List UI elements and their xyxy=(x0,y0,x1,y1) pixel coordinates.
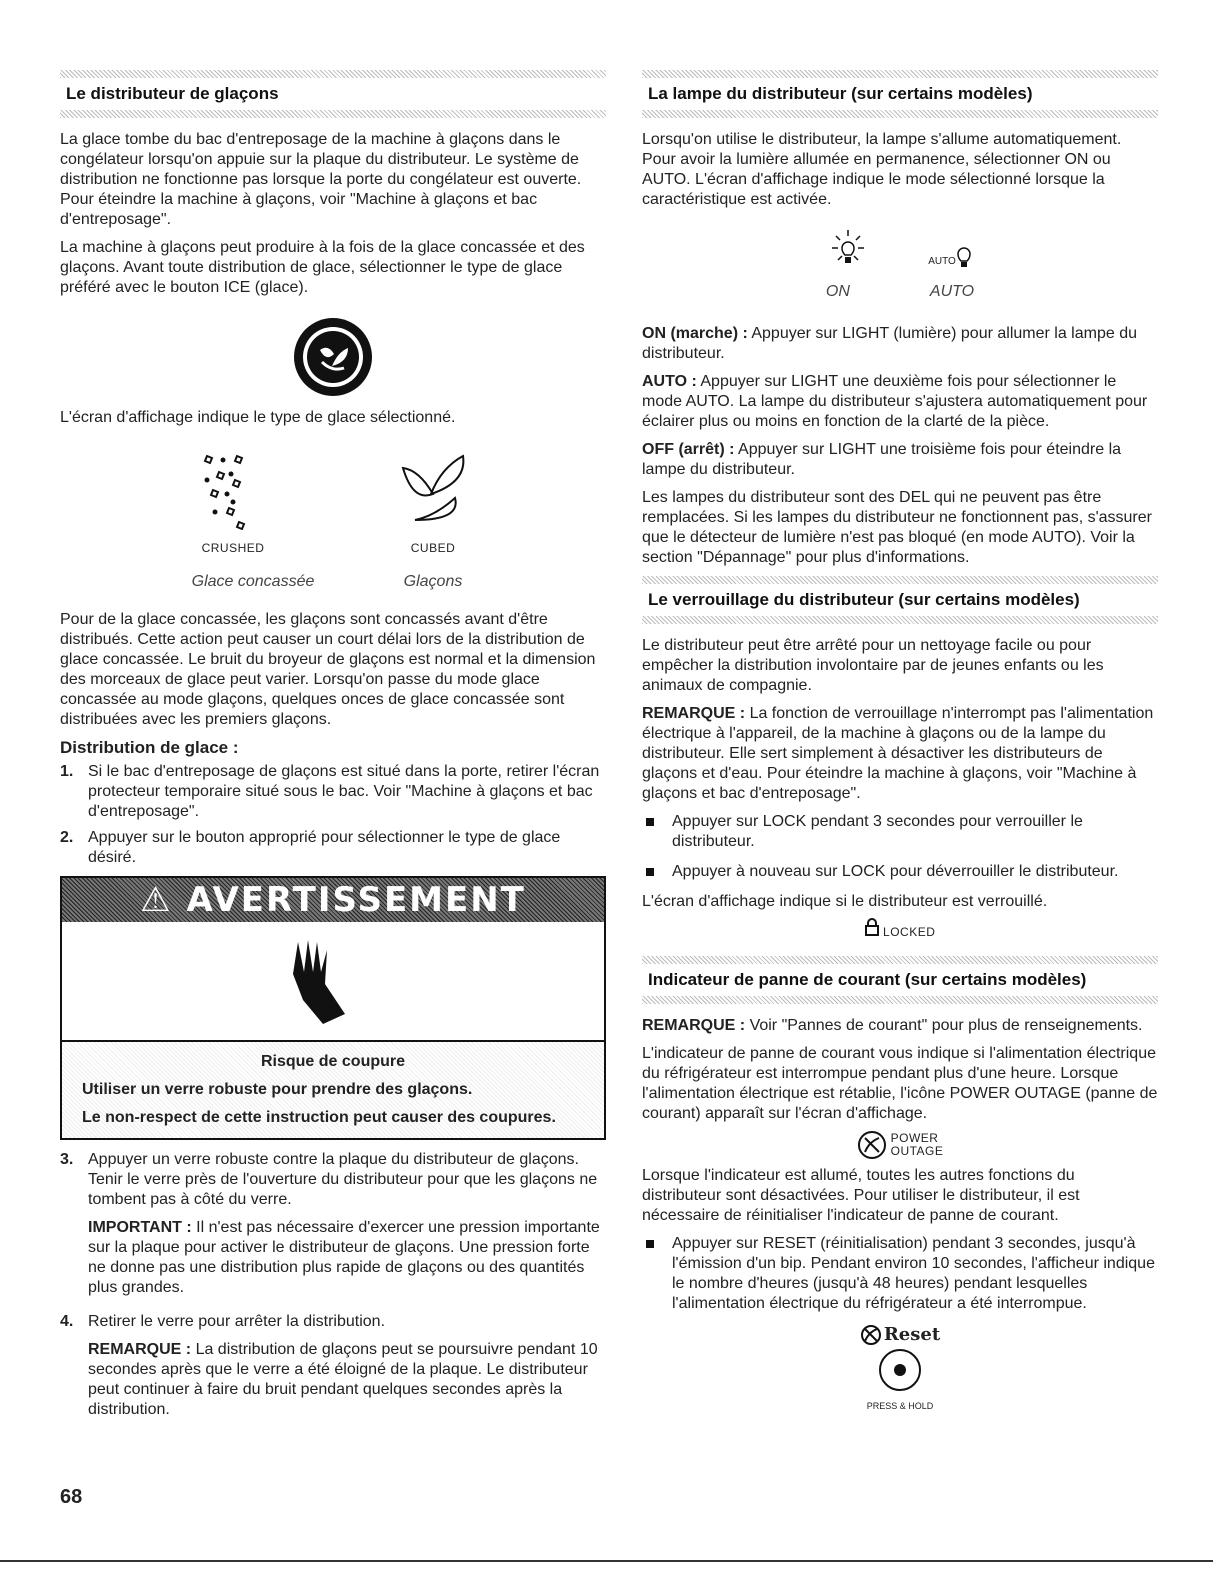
step-2: 2. Appuyer sur le bouton approprié pour sélectionner le type de glace désiré. xyxy=(60,829,561,866)
subheading: Distribution de glace : xyxy=(60,738,239,757)
light-mode-icons xyxy=(642,228,1158,272)
bottom-rule xyxy=(0,1560,1213,1562)
padlock-icon xyxy=(865,918,879,936)
warning-body xyxy=(62,1042,604,1138)
bullet-item: Appuyer à nouveau sur LOCK pour déverrouiller le distributeur. xyxy=(642,862,1158,882)
paragraph: L'écran d'affichage indique si le distributeur est verrouillé. xyxy=(642,893,1048,910)
paragraph: La machine à glaçons peut produire à la fois de la glace concassée et des glaçons. Avant toute distribution de glace, sélectionner le type de glace préféré avec le bouton ICE (glace). xyxy=(60,239,585,296)
light-on-icon xyxy=(828,228,868,272)
paragraph: La glace tombe du bac d'entreposage de la machine à glaçons dans le congélateur lorsqu'on appuie sur la plaque du distributeur. Le système de distribution ne fonctionne pas lorsque la porte du congélateur est ouverte. Pour éteindre la machine à glaçons, voir "Machine à glaçons et bac d'entreposage". xyxy=(60,131,582,228)
paragraph: L'indicateur de panne de courant vous indique si l'alimentation électrique du réfrigérateur est interrompue pendant plus d'une heure. Lorsque l'alimentation électrique est rétablie, l'icône POWER OUTAGE (panne de courant) apparaît sur l'écran d'affichage. xyxy=(642,1045,1158,1122)
cubed-label: CUBED xyxy=(410,541,456,555)
warning-line: Le non-respect de cette instruction peut causer des coupures. xyxy=(82,1109,556,1126)
section-title: Le distributeur de glaçons xyxy=(66,84,279,103)
crushed-ice-icon xyxy=(193,450,273,530)
paragraph: L'écran d'affichage indique le type de glace sélectionné. xyxy=(60,409,456,426)
crushed-caption: Glace concassée xyxy=(191,573,315,590)
section-header-lamp xyxy=(642,70,1158,118)
warning-risk: Risque de coupure xyxy=(260,1053,406,1070)
section-title: Indicateur de panne de courant (sur certains modèles) xyxy=(648,970,1087,989)
page-number: 68 xyxy=(60,1486,83,1508)
light-auto-icon: AUTO xyxy=(928,228,972,272)
locked-indicator: LOCKED xyxy=(642,918,1158,942)
cubed-caption: Glaçons xyxy=(403,573,463,590)
warning-line: Utiliser un verre robuste pour prendre des glaçons. xyxy=(82,1081,473,1098)
crushed-label: CRUSHED xyxy=(201,541,265,555)
section-header-ice-dispenser xyxy=(60,70,606,118)
auto-caption: AUTO xyxy=(929,283,975,300)
reset-button: Reset PRESS & HOLD xyxy=(642,1324,1158,1416)
section-header-power xyxy=(642,956,1158,1004)
paragraph: Le distributeur peut être arrêté pour un nettoyage facile ou pour empêcher la distribution involontaire par de jeunes enfants ou les animaux de compagnie. xyxy=(642,637,1104,694)
warning-triangle-icon: ⚠ xyxy=(140,880,173,920)
warning-box xyxy=(60,876,606,1140)
bullet-item: Appuyer sur RESET (réinitialisation) pendant 3 secondes, jusqu'à l'émission d'un bip. Pendant environ 10 secondes, l'afficheur indique le nombre d'heures (jusqu'à 48 heures) pendant lesquelles l'alimentation électrique du réfrigérateur a été interrompue. xyxy=(642,1234,1158,1314)
paragraph: Pour de la glace concassée, les glaçons sont concassés avant d'être distribués. Cette action peut causer un court délai lors de la distribution de glace concassée. Le bruit du broyeur de glaçons est normal et la dimension des morceaux de glace peut varier. Lorsqu'on passe du mode glace concassée au mode glaçons, quelques onces de glace concassée sont distribuées avec les premiers glaçons. xyxy=(60,611,596,728)
section-title: La lampe du distributeur (sur certains modèles) xyxy=(648,84,1033,103)
ice-type-icons xyxy=(60,450,606,558)
cubed-ice-icon xyxy=(393,450,473,530)
cubed-option xyxy=(373,450,493,558)
power-outage-icon xyxy=(857,1130,887,1160)
cut-hand-icon xyxy=(62,922,604,1042)
ice-button-icon xyxy=(60,316,606,402)
step-3: 3. Appuyer un verre robuste contre la plaque du distributeur de glaçons. Tenir le verre près de l'ouverture du distributeur pour que les glaçons ne tombent pas à côté du verre. IMPORTANT : Il n'est pas nécessaire d'exercer une pression importante sur la plaque pour activer le distributeur de glaçons. Une pression forte ne donne pas une distribution plus rapide de glaçons ou des quantités plus grandes. xyxy=(60,1151,600,1296)
section-title: Le verrouillage du distributeur (sur certains modèles) xyxy=(648,590,1080,609)
right-column: La lampe du distributeur (sur certains modèles) Lorsqu'on utilise le distributeur, la lampe s'allume automatiquement. Pour avoir la lumière allumée en permanence, sélectionner ON ou AUTO. L'écran d'affichage indique le mode sélectionné lorsque la caractéristique est activée. AUTO ON AUTO ON (marche) : Appuyer sur LIGHT (lumière) pour allumer la lampe du distributeur. AUTO : Appuyer sur LIGHT une deuxième fois pour sélectionner le mode AUTO. La lampe du distributeur s'ajustera automatiquement pour éclairer plus ou moins en fonction de la clarté de la pièce. OFF (arrêt) : Appuyer sur LIGHT une troisième fois pour éteindre la lampe du distributeur. Les lampes du distributeur sont des DEL qui ne peuvent pas être remplacées. Si les lampes du distributeur ne fonctionnent pas, s'assurer que le détecteur de lumière n'est pas bloqué (en mode AUTO). Voir la section "Dépannage" pour plus d'informations. Le verrouillage du distributeur (sur certains modèles) Le distributeur peut être arrêté pour un nettoyage facile ou pour empêcher la distribution involontaire par de jeunes enfants ou les animaux de compagnie. REMARQUE : La fonction de verrouillage n'interrompt pas l'alimentation électrique à l'appareil, de la machine à glaçons ou de la lampe du distributeur. Elle sert simplement à désactiver les distributeurs de glaçons et d'eau. Pour éteindre la machine à glaçons, voir "Machine à glaçons et bac d'entreposage". Appuyer sur LOCK pendant 3 secondes pour verrouiller le distributeur. Appuyer à nouveau sur LOCK pour déverrouiller le distributeur. L'écran d'affichage indique si le distributeur est verrouillé. LOCKED Indicateur de panne de courant (sur certains modèles) REMARQUE : Voir "Pannes de courant" pour plus de renseignements. L'indicateur de panne de courant vous indique si l'alimentation électrique du réfrigérateur est interrompue pendant plus d'une heure. Lorsque l'alimentation électrique est rétablie, l'icône POWER OUTAGE (panne de courant) apparaît sur l'écran d'affichage. POWER OUTAGE Lorsque l'indicateur est allumé, toutes les autres fonctions du distributeur sont désactivées. Pour utiliser le distributeur, il est nécessaire de réinitialiser l'indicateur de panne de courant. Appuyer sur RESET (réinitialisation) pendant 3 secondes, jusqu'à l'émission d'un bip. Pendant environ 10 secondes, l'afficheur indique le nombre d'heures (jusqu'à 48 heures) pendant lesquelles l'alimentation électrique du réfrigérateur a été interrompue. Reset PRESS & HOLD xyxy=(642,70,1158,1416)
reset-icon xyxy=(860,1324,882,1346)
left-column xyxy=(60,70,606,1434)
paragraph: Lorsque l'indicateur est allumé, toutes les autres fonctions du distributeur sont désactivées. Pour utiliser le distributeur, il est nécessaire de réinitialiser l'indicateur de panne de courant. xyxy=(642,1167,1080,1224)
on-caption: ON xyxy=(825,283,850,300)
paragraph: Les lampes du distributeur sont des DEL qui ne peuvent pas être remplacées. Si les lampes du distributeur ne fonctionnent pas, s'assurer que le détecteur de lumière n'est pas bloqué (en mode AUTO). Voir la section "Dépannage" pour plus d'informations. xyxy=(642,489,1152,566)
bulb-icon xyxy=(956,246,972,272)
bullet-item: Appuyer sur LOCK pendant 3 secondes pour verrouiller le distributeur. xyxy=(642,812,1158,852)
step-4: 4. Retirer le verre pour arrêter la distribution. REMARQUE : La distribution de glaçons peut se poursuivre pendant 10 secondes après que le verre a été éloigné de la plaque. Le distributeur peut continuer à faire du bruit pendant quelques secondes après la distribution. xyxy=(60,1313,598,1418)
power-outage-indicator: POWER OUTAGE xyxy=(642,1130,1158,1160)
warning-title: ⚠ AVERTISSEMENT xyxy=(62,878,604,922)
section-header-lock xyxy=(642,576,1158,624)
step-1: 1. Si le bac d'entreposage de glaçons est situé dans la porte, retirer l'écran protecteur temporaire situé sous le bac. Voir "Machine à glaçons et bac d'entreposage". xyxy=(60,763,600,820)
crushed-option xyxy=(173,450,293,558)
paragraph: Lorsqu'on utilise le distributeur, la lampe s'allume automatiquement. Pour avoir la lumière allumée en permanence, sélectionner ON ou AUTO. L'écran d'affichage indique le mode sélectionné lorsque la caractéristique est activée. xyxy=(642,131,1122,208)
